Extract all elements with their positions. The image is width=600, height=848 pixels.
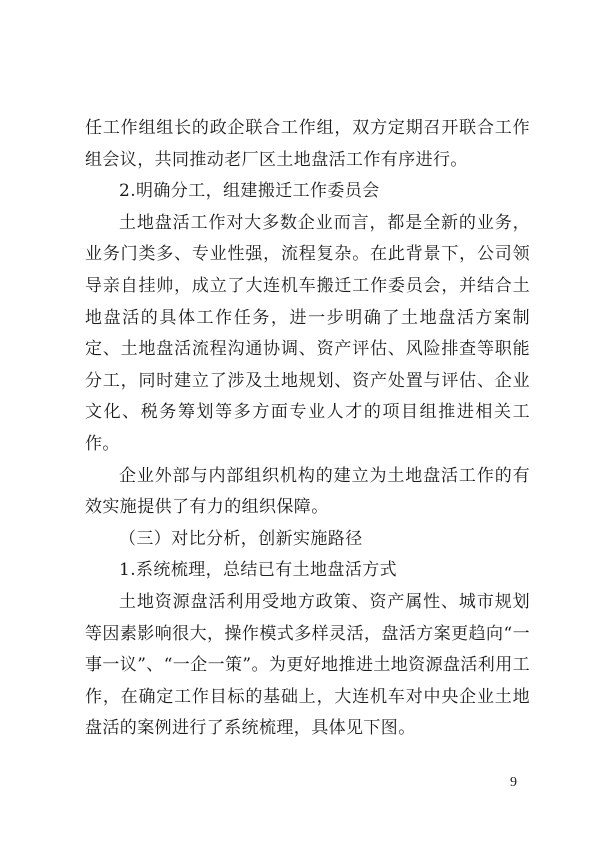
paragraph-organization-guarantee: 企业外部与内部组织机构的建立为土地盘活工作的有效实施提供了有力的组织保障。	[85, 465, 530, 518]
paragraph-division-details: 土地盘活工作对大多数企业而言，都是全新的业务，业务门类多、专业性强，流程复杂。在此背景下，公司领导亲自挂帅，成立了大连机车搬迁工作委员会，并结合土地盘活的具体工作任务，进一步明确了土地盘活方案制定、土地盘活流程沟通协调、资产评估、风险排查等职能分工，同时建立了涉及土地规划、资产处置与评估、企业文化、税务筹划等多方面专业人才的项目组推进相关工作。	[85, 212, 530, 454]
page-number: 9	[510, 775, 517, 790]
paragraph-land-revitalization-review: 土地资源盘活利用受地方政策、资产属性、城市规划等因素影响很大，操作模式多样灵活，盘活方案更趋向“一事一议”、“一企一策”。为更好地推进土地资源盘活利用工作，在确定工作目标的基础上，大连机车对中央企业土地盘活的案例进行了系统梳理，具体见下图。	[85, 591, 530, 739]
body-text	[85, 113, 530, 745]
paragraph-continuation: 任工作组组长的政企联合工作组，双方定期召开联合工作组会议，共同推动老厂区土地盘活工作有序进行。	[85, 118, 530, 170]
subheading-systematic-review: 1.系统梳理，总结已有土地盘活方式	[119, 560, 398, 581]
subheading-clarify-division: 2.明确分工，组建搬迁工作委员会	[119, 181, 380, 202]
section-heading-comparative-analysis: （三）对比分析，创新实施路径	[119, 528, 363, 549]
